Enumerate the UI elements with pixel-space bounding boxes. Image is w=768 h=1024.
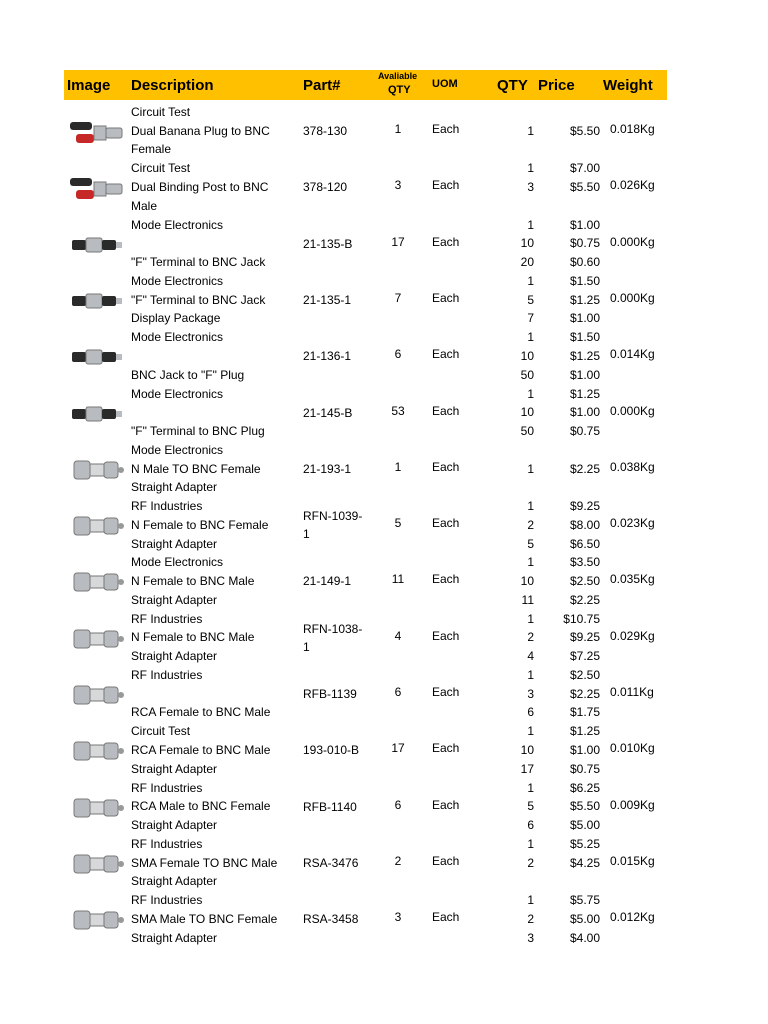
description [131, 103, 296, 159]
rca-male-bnc-icon [66, 790, 126, 826]
weight: 0.000Kg [610, 290, 655, 305]
price-value: $5.50 [569, 123, 600, 138]
qty-value: 1 [527, 893, 534, 908]
price-value: $0.75 [569, 761, 600, 776]
available-qty: 3 [394, 910, 402, 925]
qty-value [504, 197, 534, 216]
description-line: Straight Adapter [131, 874, 218, 889]
weight: 0.035Kg [610, 572, 655, 587]
description [131, 835, 296, 891]
qty-value: 3 [527, 930, 534, 945]
available-qty: 6 [394, 347, 402, 362]
price-breaks [538, 159, 600, 215]
price-breaks [538, 497, 600, 553]
price-breaks [538, 722, 600, 778]
price-value: $6.25 [569, 780, 600, 795]
bnc-jack-f-plug-icon [66, 339, 126, 375]
header-qty: QTY [497, 77, 528, 94]
qty-breaks [504, 835, 534, 891]
price-value: $1.25 [569, 348, 600, 363]
qty-value: 2 [527, 911, 534, 926]
table-row [64, 498, 667, 554]
qty-value: 11 [521, 592, 534, 607]
qty-value: 1 [527, 668, 534, 682]
rca-female-bnc-icon [66, 677, 126, 713]
description [131, 610, 296, 666]
description-line: RF Industries [131, 668, 203, 682]
qty-value: 2 [527, 630, 534, 645]
qty-breaks [504, 159, 534, 215]
qty-breaks [504, 779, 534, 835]
table-row [64, 217, 667, 273]
description-line: Display Package [131, 311, 221, 326]
price-value: $0.75 [569, 423, 600, 438]
price-breaks [538, 666, 600, 722]
qty-value: 1 [527, 555, 534, 570]
description-line: SMA Male TO BNC Female [131, 911, 278, 926]
uom: Each [432, 122, 460, 136]
weight: 0.038Kg [610, 459, 655, 474]
qty-value [504, 872, 534, 891]
qty-value [504, 140, 534, 159]
price-value: $9.25 [569, 630, 600, 645]
qty-value: 2 [527, 517, 534, 532]
description-line: Straight Adapter [131, 536, 218, 551]
header-part: Part# [303, 77, 341, 94]
qty-breaks [504, 441, 534, 497]
part-number: RFN-1038-1 [303, 621, 363, 654]
description-line: Mode Electronics [131, 442, 224, 457]
price-value: $1.25 [569, 292, 600, 307]
part-number: 21-135-B [303, 236, 353, 251]
price-value: $8.00 [569, 517, 600, 532]
qty-value: 50 [520, 423, 534, 438]
qty-value [504, 478, 534, 497]
description-line: Female [131, 142, 172, 157]
price-value: $1.75 [569, 705, 600, 720]
price-value: $5.50 [569, 799, 600, 814]
price-value: $4.25 [569, 855, 600, 870]
description-line: Mode Electronics [131, 217, 224, 232]
header-description: Description [131, 77, 214, 94]
description-line: Straight Adapter [131, 818, 218, 832]
n-male-bnc-icon [66, 452, 126, 488]
qty-value: 3 [527, 686, 534, 701]
qty-value: 7 [527, 311, 534, 326]
uom: Each [432, 178, 460, 193]
price-value: $1.50 [569, 330, 600, 345]
description [131, 497, 296, 553]
table-row [64, 723, 667, 779]
description-line: Dual Binding Post to BNC [131, 180, 269, 194]
description-line: RF Industries [131, 780, 203, 795]
description-line: SMA Female TO BNC Male [131, 855, 278, 870]
description-line: Straight Adapter [131, 761, 218, 776]
uom: Each [432, 290, 460, 305]
price-value: $1.00 [569, 367, 600, 382]
description-line: RCA Female to BNC Male [131, 743, 271, 757]
f-terminal-jack-icon [66, 283, 126, 319]
sma-male-bnc-icon [66, 902, 126, 938]
price-value: $1.25 [569, 724, 600, 739]
header-price: Price [538, 77, 575, 94]
table-row [64, 780, 667, 836]
weight: 0.014Kg [610, 347, 655, 362]
header-available-qty: QTY [388, 84, 411, 96]
qty-value [504, 441, 534, 460]
description-line: RCA Male to BNC Female [131, 799, 271, 814]
qty-value: 1 [527, 780, 534, 795]
qty-value: 1 [527, 217, 534, 232]
available-qty: 6 [394, 797, 402, 812]
qty-breaks [504, 891, 534, 947]
weight: 0.000Kg [610, 403, 655, 418]
part-number: RSA-3476 [303, 855, 359, 870]
qty-value: 6 [527, 705, 534, 720]
description [131, 441, 296, 497]
part-number: 21-149-1 [303, 574, 352, 589]
qty-value: 10 [520, 743, 534, 757]
description-line [131, 403, 296, 422]
binding-post-icon [66, 170, 126, 206]
qty-breaks [504, 610, 534, 666]
price-value: $9.25 [569, 499, 600, 514]
weight: 0.000Kg [610, 234, 655, 249]
qty-breaks [504, 103, 534, 159]
price-value: $2.50 [569, 668, 600, 682]
price-value [538, 197, 600, 216]
header-weight: Weight [603, 77, 653, 94]
description-line: N Male TO BNC Female [131, 461, 261, 476]
description-line: Male [131, 198, 158, 213]
qty-value: 1 [527, 386, 534, 401]
description [131, 666, 296, 722]
qty-value: 10 [520, 405, 534, 420]
qty-value: 50 [520, 367, 534, 382]
available-qty: 53 [391, 403, 405, 418]
uom: Each [432, 347, 460, 362]
price-breaks [538, 272, 600, 328]
qty-breaks [504, 328, 534, 384]
table-row [64, 104, 667, 160]
price-value: $0.75 [569, 236, 600, 251]
qty-value [504, 103, 534, 122]
price-value: $2.50 [569, 574, 600, 589]
description-line: Straight Adapter [131, 592, 218, 607]
uom: Each [432, 628, 460, 643]
description-line: Circuit Test [131, 105, 191, 119]
description-line: Straight Adapter [131, 649, 218, 664]
price-value: $1.00 [569, 217, 600, 232]
description-line: Mode Electronics [131, 330, 224, 345]
qty-value: 1 [527, 461, 534, 476]
qty-value: 6 [527, 818, 534, 832]
price-value: $2.25 [569, 592, 600, 607]
qty-breaks [504, 385, 534, 441]
part-number: 21-135-1 [303, 292, 352, 307]
table-row [64, 273, 667, 329]
qty-value: 10 [520, 348, 534, 363]
qty-value: 1 [527, 836, 534, 851]
qty-breaks [504, 497, 534, 553]
uom: Each [432, 403, 460, 418]
part-number: 378-130 [303, 124, 348, 138]
weight: 0.026Kg [610, 178, 655, 193]
description-line [131, 347, 296, 366]
price-value: $5.75 [569, 893, 600, 908]
weight: 0.009Kg [610, 797, 655, 812]
table-row [64, 160, 667, 216]
price-breaks [538, 891, 600, 947]
price-value: $0.60 [569, 255, 600, 269]
price-value: $1.00 [569, 743, 600, 757]
table-row [64, 892, 667, 948]
available-qty: 6 [394, 685, 402, 699]
description-line: Straight Adapter [131, 480, 218, 495]
header-uom: UOM [432, 78, 458, 90]
price-breaks [538, 610, 600, 666]
description-line: N Female to BNC Male [131, 630, 255, 645]
description-line: Mode Electronics [131, 555, 224, 570]
weight: 0.010Kg [610, 741, 655, 756]
n-female-bnc-male-icon [66, 621, 126, 657]
description-line: RF Industries [131, 611, 203, 626]
price-value: $10.75 [563, 611, 600, 626]
price-breaks [538, 553, 600, 609]
product-table [64, 70, 667, 945]
qty-value: 5 [527, 536, 534, 551]
price-value: $3.50 [569, 555, 600, 570]
rca-female-bnc-icon [66, 733, 126, 769]
price-value [538, 872, 600, 891]
available-qty: 4 [394, 628, 402, 643]
uom: Each [432, 459, 460, 474]
price-value: $7.00 [569, 161, 600, 176]
part-number: 21-136-1 [303, 349, 352, 364]
table-row [64, 554, 667, 610]
table-header [64, 70, 667, 100]
description [131, 159, 296, 215]
description-line: RF Industries [131, 499, 203, 514]
description [131, 891, 296, 947]
price-value: $6.50 [569, 536, 600, 551]
weight: 0.012Kg [610, 910, 655, 925]
description [131, 779, 296, 835]
available-qty: 1 [394, 122, 402, 136]
available-qty: 7 [394, 290, 402, 305]
qty-breaks [504, 216, 534, 272]
price-value: $1.00 [569, 405, 600, 420]
price-value: $1.00 [569, 311, 600, 326]
part-number: RFB-1139 [303, 687, 357, 701]
description-line: Mode Electronics [131, 386, 224, 401]
part-number: 21-145-B [303, 405, 353, 420]
qty-value: 1 [527, 273, 534, 288]
qty-value: 4 [527, 649, 534, 664]
f-terminal-jack-icon [66, 227, 126, 263]
description [131, 216, 296, 272]
part-number: 193-010-B [303, 743, 360, 758]
available-qty: 2 [394, 853, 402, 868]
weight: 0.029Kg [610, 628, 655, 643]
uom: Each [432, 853, 460, 868]
uom: Each [432, 685, 460, 699]
description-line: RF Industries [131, 893, 203, 908]
qty-breaks [504, 272, 534, 328]
table-row [64, 442, 667, 498]
price-value [538, 441, 600, 460]
price-breaks [538, 835, 600, 891]
description-line: Straight Adapter [131, 930, 218, 945]
description-line: RF Industries [131, 836, 203, 851]
description-line: RCA Female to BNC Male [131, 705, 271, 720]
table-row [64, 667, 667, 723]
available-qty: 11 [391, 572, 405, 587]
description-line [131, 685, 296, 704]
available-qty: 17 [391, 234, 405, 249]
part-number: RSA-3458 [303, 912, 359, 927]
part-number: 21-193-1 [303, 461, 352, 476]
qty-value: 1 [527, 123, 534, 138]
qty-value: 1 [527, 724, 534, 739]
qty-value: 1 [527, 611, 534, 626]
qty-value: 5 [527, 292, 534, 307]
description [131, 553, 296, 609]
description [131, 272, 296, 328]
price-value: $7.25 [569, 649, 600, 664]
uom: Each [432, 741, 460, 756]
description-line: Dual Banana Plug to BNC [131, 123, 270, 138]
price-value [538, 140, 600, 159]
qty-breaks [504, 553, 534, 609]
price-value: $1.25 [569, 386, 600, 401]
uom: Each [432, 910, 460, 925]
price-breaks [538, 328, 600, 384]
price-breaks [538, 216, 600, 272]
n-female-bnc-icon [66, 508, 126, 544]
available-qty: 1 [394, 459, 402, 474]
qty-value: 1 [527, 330, 534, 345]
banana-plug-icon [66, 114, 126, 150]
description-line: Circuit Test [131, 724, 191, 739]
description-line [131, 234, 296, 253]
qty-value: 3 [527, 180, 534, 194]
qty-value: 1 [527, 499, 534, 514]
available-qty: 5 [394, 516, 402, 531]
description-line: N Female to BNC Female [131, 517, 269, 532]
description-line: "F" Terminal to BNC Jack [131, 255, 266, 269]
qty-value: 10 [520, 574, 534, 589]
uom: Each [432, 797, 460, 812]
description [131, 328, 296, 384]
price-breaks [538, 385, 600, 441]
table-row [64, 836, 667, 892]
uom: Each [432, 572, 460, 587]
weight: 0.018Kg [610, 122, 655, 136]
description [131, 385, 296, 441]
price-value [538, 478, 600, 497]
available-qty: 3 [394, 178, 402, 193]
qty-value: 1 [527, 161, 534, 176]
price-value: $5.50 [569, 180, 600, 194]
f-terminal-plug-icon [66, 396, 126, 432]
qty-value: 17 [520, 761, 534, 776]
description-line: "F" Terminal to BNC Plug [131, 423, 265, 438]
description-line: N Female to BNC Male [131, 574, 255, 589]
qty-breaks [504, 722, 534, 778]
header-image: Image [67, 77, 111, 94]
qty-value: 10 [520, 236, 534, 251]
table-row [64, 386, 667, 442]
price-value: $1.50 [569, 273, 600, 288]
weight: 0.023Kg [610, 516, 655, 531]
available-qty: 17 [391, 741, 405, 756]
price-breaks [538, 103, 600, 159]
price-value: $5.00 [569, 818, 600, 832]
description-line: "F" Terminal to BNC Jack [131, 292, 266, 307]
qty-value: 5 [527, 799, 534, 814]
table-row [64, 611, 667, 667]
part-number: 378-120 [303, 180, 348, 195]
part-number: RFN-1039-1 [303, 509, 363, 542]
description [131, 722, 296, 778]
price-value: $5.25 [569, 836, 600, 851]
price-breaks [538, 441, 600, 497]
price-value: $5.00 [569, 911, 600, 926]
uom: Each [432, 516, 460, 531]
qty-value: 2 [527, 855, 534, 870]
price-breaks [538, 779, 600, 835]
n-female-bnc-male-icon [66, 564, 126, 600]
weight: 0.011Kg [610, 685, 654, 699]
price-value [538, 103, 600, 122]
sma-female-bnc-icon [66, 846, 126, 882]
description-line: Mode Electronics [131, 273, 224, 288]
description-line: Circuit Test [131, 161, 191, 176]
weight: 0.015Kg [610, 853, 655, 868]
qty-breaks [504, 666, 534, 722]
header-available: Avaliable [378, 71, 418, 81]
price-value: $2.25 [569, 461, 600, 476]
table-row [64, 329, 667, 385]
qty-value: 20 [520, 255, 534, 269]
description-line: BNC Jack to "F" Plug [131, 367, 245, 382]
price-value: $4.00 [569, 930, 600, 945]
uom: Each [432, 234, 460, 249]
part-number: RFB-1140 [303, 799, 357, 814]
price-value: $2.25 [569, 686, 600, 701]
